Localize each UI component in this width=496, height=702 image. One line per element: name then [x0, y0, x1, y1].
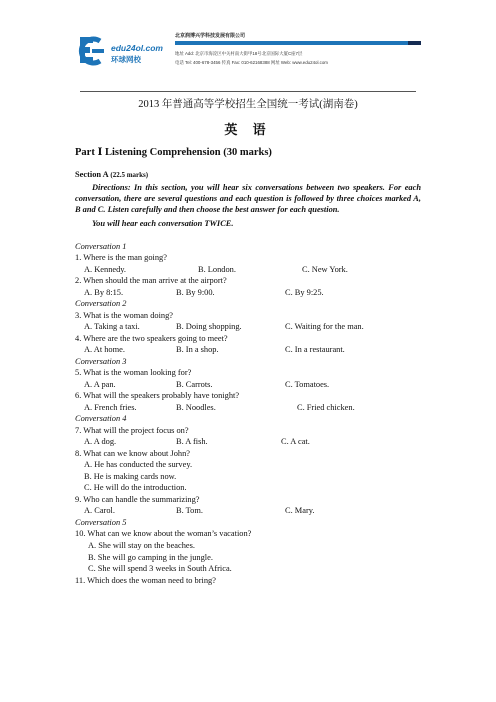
- section-marks: (22.5 marks): [110, 171, 149, 179]
- section-title: [75, 170, 148, 180]
- choice-c: C. He will do the introduction.: [84, 483, 187, 492]
- conversation-label: Conversation 4: [75, 414, 127, 423]
- choice-a: A. A dog.: [84, 437, 117, 446]
- question-stem: 2. When should the man arrive at the airport?: [75, 276, 227, 285]
- choice-a: A. A pan.: [84, 380, 116, 389]
- conversation-label: Conversation 5: [75, 518, 127, 527]
- logo-text-en: edu24ol.com: [111, 43, 163, 53]
- logo-mark: [80, 37, 104, 63]
- choice-c: C. Tomatoes.: [285, 380, 330, 389]
- address-line: 地址 Add: 北京市海淀区中关村南大街甲18号北京国际大厦C座7层: [175, 51, 303, 56]
- choice-b: B. Carrots.: [176, 380, 213, 389]
- directions-note: You will hear each conversation TWICE.: [92, 219, 234, 228]
- choice-b: B. By 9:00.: [176, 288, 215, 297]
- choice-c: C. A cat.: [281, 437, 310, 446]
- choice-b: B. She will go camping in the jungle.: [88, 553, 213, 562]
- choice-c: C. By 9:25.: [285, 288, 324, 297]
- section-name: Section A: [75, 170, 109, 179]
- conversation-label: Conversation 3: [75, 357, 127, 366]
- question-stem: 7. What will the project focus on?: [75, 426, 189, 435]
- logo-text-cn: 环球网校: [111, 55, 141, 64]
- choice-b: B. He is making cards now.: [84, 472, 177, 481]
- choice-b: B. A fish.: [176, 437, 208, 446]
- choice-a: A. She will stay on the beaches.: [88, 541, 195, 550]
- contact-line: 电话 Tel: 400-678-3456 传真 Fax: 010-62168388 网址 Web: www.edu24ol.com: [175, 60, 328, 65]
- question-stem: 9. Who can handle the summarizing?: [75, 495, 200, 504]
- question-stem: 1. Where is the man going?: [75, 253, 167, 262]
- choice-c: C. Fried chicken.: [297, 403, 355, 412]
- choice-b: B. London.: [198, 265, 236, 274]
- conversation-label: Conversation 1: [75, 242, 127, 251]
- question-stem: 8. What can we know about John?: [75, 449, 190, 458]
- header-bar: [175, 41, 408, 45]
- question-stem: 6. What will the speakers probably have tonight?: [75, 391, 240, 400]
- choice-b: B. Doing shopping.: [176, 322, 242, 331]
- question-stem: 10. What can we know about the woman’s vacation?: [75, 529, 252, 538]
- choice-c: C. New York.: [302, 265, 348, 274]
- choice-c: C. Waiting for the man.: [285, 322, 364, 331]
- choice-b: B. Tom.: [176, 506, 203, 515]
- choice-a: A. He has conducted the survey.: [84, 460, 193, 469]
- choice-c: C. She will spend 3 weeks in South Africa.: [88, 564, 232, 573]
- directions: Directions: In this section, you will hear six conversations between two speakers. For each conversation, there are several questions and each question is followed by three choices marked A, B and C. Listen carefully and then choose the best answer for each question.: [75, 183, 421, 215]
- choice-c: C. In a restaurant.: [285, 345, 345, 354]
- choice-a: A. Taking a taxi.: [84, 322, 140, 331]
- choice-a: A. At home.: [84, 345, 125, 354]
- choice-b: B. Noodles.: [176, 403, 216, 412]
- choice-a: A. Carol.: [84, 506, 115, 515]
- header-divider: [80, 91, 416, 92]
- choice-b: B. In a shop.: [176, 345, 219, 354]
- subject-title: 英 语: [224, 122, 272, 137]
- question-stem: 4. Where are the two speakers going to meet?: [75, 334, 228, 343]
- company-name: 北京润博兴学科技发展有限公司: [175, 33, 246, 39]
- exam-title: 2013 年普通高等学校招生全国统一考试(湖南卷): [138, 99, 358, 110]
- question-stem: 11. Which does the woman need to bring?: [75, 576, 216, 585]
- choice-a: A. French fries.: [84, 403, 137, 412]
- choice-a: A. Kennedy.: [84, 265, 127, 274]
- edu24ol-logo: [78, 35, 168, 71]
- header-bar-end: [408, 41, 421, 45]
- choice-c: C. Mary.: [285, 506, 315, 515]
- question-stem: 3. What is the woman doing?: [75, 311, 174, 320]
- conversation-label: Conversation 2: [75, 299, 127, 308]
- choice-a: A. By 8:15.: [84, 288, 124, 297]
- question-stem: 5. What is the woman looking for?: [75, 368, 192, 377]
- part-title: Part Ⅰ Listening Comprehension (30 marks): [75, 147, 272, 158]
